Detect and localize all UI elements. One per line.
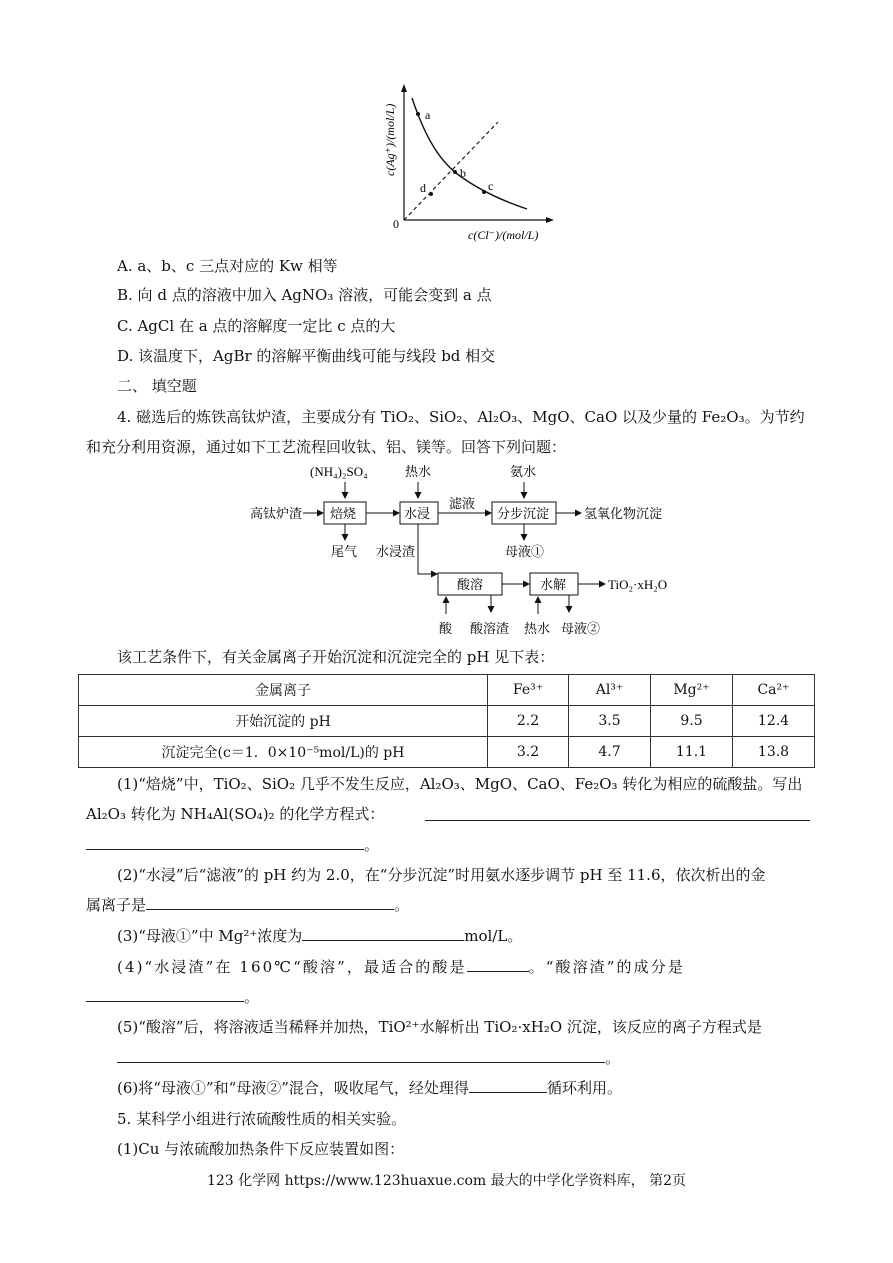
- table-intro: 该工艺条件下，有关金属离子开始沉淀和沉淀完全的 pH 见下表：: [117, 648, 555, 666]
- answer-blank-1a[interactable]: [425, 805, 810, 821]
- point-c: [482, 190, 486, 194]
- option-b: B. 向 d 点的溶液中加入 AgNO₃ 溶液，可能会变到 a 点: [117, 286, 492, 304]
- answer-blank-6[interactable]: [469, 1077, 547, 1093]
- answer-line-5: 。: [117, 1047, 620, 1068]
- table-header-row: [79, 675, 815, 706]
- flow-filtrate: 滤液: [449, 496, 476, 511]
- point-b: [453, 170, 457, 174]
- answer-line-4b: 。: [86, 986, 259, 1007]
- answer-line-1b: 。: [86, 834, 379, 855]
- option-c: C. AgCl 在 a 点的溶解度一定比 c 点的大: [117, 317, 396, 335]
- solubility-graph: [380, 82, 580, 244]
- table-row: [79, 737, 815, 768]
- flow-product-1: 氢氧化物沉淀: [584, 506, 663, 521]
- q4-sub2-line1: (2)“水浸”后“滤液”的 pH 约为 2.0，在“分步沉淀”时用氨水逐步调节 pH 至 11.6，依次析出的金: [117, 866, 766, 884]
- table-cell: 12.4: [733, 706, 815, 737]
- label-c: c: [488, 179, 494, 193]
- q4-sub5: (5)“酸溶”后，将溶液适当稀释并加热，TiO²⁺水解析出 TiO₂·xH₂O 沉淀，该反应的离子方程式是: [117, 1018, 762, 1036]
- flow-mother-2: 母液②: [561, 621, 601, 636]
- table-cell: 11.1: [651, 737, 733, 768]
- ph-table: [78, 674, 815, 768]
- q4-sub4: (4)“水浸渣”在 160℃“酸溶”，最适合的酸是 。“酸溶渣”的成分是: [117, 958, 685, 976]
- origin-label: 0: [393, 217, 399, 231]
- page-footer: 123 化学网 https://www.123huaxue.com 最大的中学化学资料库， 第2页: [206, 1173, 687, 1189]
- flow-reagent-2: 热水: [405, 464, 432, 479]
- flow-acid-residue: 酸溶渣: [470, 621, 510, 636]
- q4-intro-2: 和充分利用资源，通过如下工艺流程回收钛、铝、镁等。回答下列问题：: [86, 438, 567, 456]
- flow-box-4-label: 酸溶: [457, 577, 484, 592]
- flow-product-2: TiO₂·xH₂O: [608, 577, 668, 592]
- table-cell: 9.5: [651, 706, 733, 737]
- flow-tail-gas: 尾气: [331, 544, 358, 559]
- table-cell: 3.2: [488, 737, 569, 768]
- table-header-cell: Ca²⁺: [733, 675, 815, 706]
- flow-mother-1: 母液①: [505, 544, 545, 559]
- table-cell: 3.5: [569, 706, 651, 737]
- q5-line1: 5. 某科学小组进行浓硫酸性质的相关实验。: [117, 1110, 407, 1128]
- flow-box-2-label: 水浸: [404, 506, 431, 521]
- option-d: D. 该温度下，AgBr 的溶解平衡曲线可能与线段 bd 相交: [117, 347, 496, 365]
- table-header-cell: Al³⁺: [569, 675, 651, 706]
- table-cell: 4.7: [569, 737, 651, 768]
- flow-box-3-label: 分步沉淀: [497, 506, 550, 521]
- y-axis-label: c(Ag⁺)/(mol/L): [383, 103, 397, 176]
- label-d: d: [420, 181, 426, 195]
- point-a: [416, 112, 420, 116]
- table-header-cell: Mg²⁺: [651, 675, 733, 706]
- answer-blank-4b[interactable]: [86, 986, 244, 1002]
- table-header-cell: 金属离子: [79, 675, 488, 706]
- flow-reagent-1: (NH₄)₂SO₄: [310, 464, 368, 479]
- q4-sub1-line2: Al₂O₃ 转化为 NH₄Al(SO₄)₂ 的化学方程式：: [86, 805, 385, 823]
- table-cell: 沉淀完全(c＝1．0×10⁻⁵mol/L)的 pH: [79, 737, 488, 768]
- label-a: a: [425, 108, 431, 122]
- answer-blank-1b[interactable]: [86, 834, 364, 850]
- flow-start: 高钛炉渣: [250, 506, 303, 521]
- answer-blank-4a[interactable]: [467, 956, 529, 972]
- table-header-cell: Fe³⁺: [488, 675, 569, 706]
- dashed-line: [404, 122, 498, 220]
- q5-line2: (1)Cu 与浓硫酸加热条件下反应装置如图：: [117, 1140, 405, 1158]
- table-cell: 2.2: [488, 706, 569, 737]
- process-flowchart: [245, 460, 685, 640]
- flow-acid: 酸: [439, 621, 453, 636]
- q4-sub6: (6)将“母液①”和“母液②”混合，吸收尾气，经处理得 循环利用。: [117, 1079, 622, 1097]
- flow-box-5-label: 水解: [540, 577, 567, 592]
- x-axis-label: c(Cl⁻)/(mol/L): [468, 228, 539, 242]
- q4-sub1-line1: (1)“焙烧”中，TiO₂、SiO₂ 几乎不发生反应，Al₂O₃、MgO、CaO、Fe₂O₃ 转化为相应的硫酸盐。写出: [117, 775, 803, 793]
- table-cell: 开始沉淀的 pH: [79, 706, 488, 737]
- q4-sub2-line2: 属离子是 。: [86, 896, 410, 914]
- flow-box-1-label: 焙烧: [330, 506, 357, 521]
- table-row: [79, 706, 815, 737]
- answer-blank-3[interactable]: [302, 925, 464, 941]
- q4-intro-1: 4. 磁选后的炼铁高钛炉渣，主要成分有 TiO₂、SiO₂、Al₂O₃、MgO、CaO 以及少量的 Fe₂O₃。为节约: [117, 408, 805, 426]
- section-title: 二、 填空题: [117, 377, 197, 395]
- flow-residue: 水浸渣: [376, 544, 416, 559]
- flow-hot-water: 热水: [524, 621, 551, 636]
- answer-blank-5[interactable]: [117, 1047, 605, 1063]
- point-d: [429, 192, 433, 196]
- answer-blank-2[interactable]: [146, 894, 394, 910]
- label-b: b: [460, 166, 466, 180]
- option-a: A. a、b、c 三点对应的 Kw 相等: [117, 257, 338, 275]
- table-cell: 13.8: [733, 737, 815, 768]
- q4-sub3: (3)“母液①”中 Mg²⁺浓度为 mol/L。: [117, 927, 523, 945]
- flow-reagent-3: 氨水: [510, 464, 537, 479]
